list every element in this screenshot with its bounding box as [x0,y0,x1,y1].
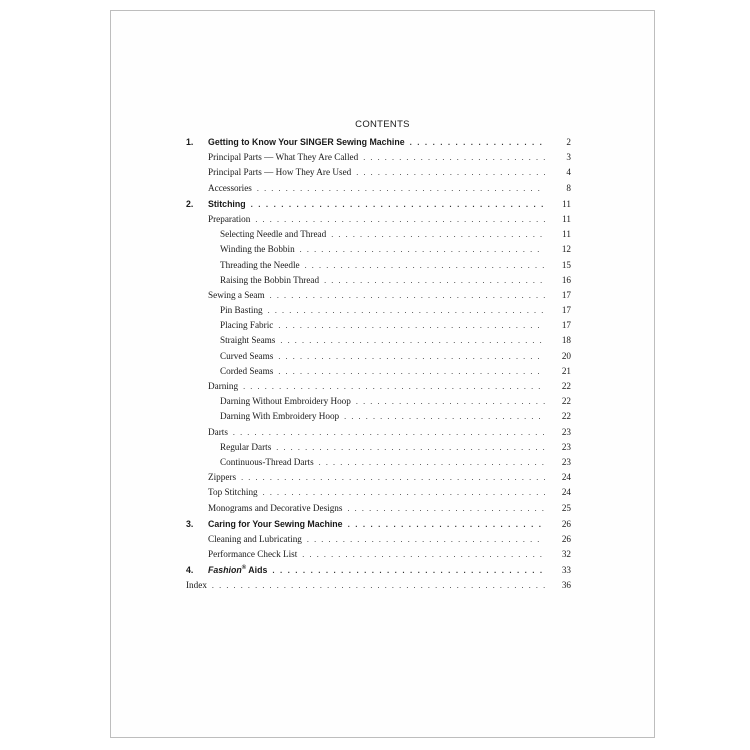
toc-entry-title: Cleaning and Lubricating [208,533,302,544]
toc-entry-title: Monograms and Decorative Designs [208,502,343,513]
toc-entry [186,549,571,564]
toc-entry-title: Placing Fabric [220,320,274,331]
toc-entry [186,275,571,290]
dot-leader [347,504,545,513]
page-number: 8 [566,182,571,193]
page-number: 15 [561,259,571,270]
dot-leader [278,367,545,376]
toc-entry [186,457,571,472]
dot-leader [251,200,545,209]
page-number: 23 [561,441,571,452]
dot-leader [305,261,545,270]
toc-entry-title: 2. Stitching [186,198,246,209]
dot-leader [280,336,545,345]
toc-entry-title: 4. Fashion® Aids [186,565,268,576]
toc-entry [186,167,571,182]
toc-entry-title: Winding the Bobbin [220,244,295,255]
page-number: 17 [561,305,571,316]
toc-entry-title: Darning [208,381,239,391]
page-number: 11 [562,229,571,240]
dot-leader [356,168,545,177]
page-number: 17 [561,289,571,300]
page-number: 22 [561,381,571,391]
toc-entry [186,442,571,457]
toc-entry [186,260,571,275]
toc-entry [186,503,571,518]
dot-leader [243,382,545,391]
dot-leader [255,215,545,224]
toc-entry-title: Darts [208,426,228,437]
page-number: 25 [561,502,571,513]
page-number: 21 [561,365,571,376]
section-number: 1. [186,137,194,147]
page-number: 22 [561,411,571,422]
toc-entry [186,229,571,244]
toc-entry-title: Selecting Needle and Thread [220,229,327,240]
page-number: 26 [561,518,571,529]
toc-entry [186,565,571,580]
table-of-contents [186,137,571,596]
toc-entry-title: Regular Darts [220,441,272,452]
dot-leader [302,550,545,559]
page-number: 2 [566,137,571,147]
dot-leader [307,535,545,544]
dot-leader [319,458,545,467]
page-number: 23 [561,456,571,467]
dot-leader [331,230,545,239]
toc-entry [186,183,571,198]
toc-entry [186,487,571,502]
dot-leader [212,581,545,590]
page-number: 22 [561,396,571,407]
dot-leader [278,352,545,361]
dot-leader [363,153,545,162]
dot-leader [300,245,545,254]
contents-title: CONTENTS [355,119,410,130]
toc-entry-title: Curved Seams [220,350,274,361]
dot-leader [276,443,545,452]
dot-leader [344,412,545,421]
dot-leader [270,291,545,300]
section-number: 4. [186,565,194,576]
dot-leader [272,566,545,575]
page-number: 36 [561,580,571,591]
toc-entry [186,335,571,350]
page-number: 11 [562,213,571,224]
toc-entry-title: Sewing a Seam [208,289,265,300]
toc-entry [186,137,571,152]
toc-entry-title: Pin Basting [220,305,263,316]
toc-entry-title: Preparation [208,213,251,224]
toc-entry-title: Darning Without Embroidery Hoop [220,396,351,407]
toc-entry [186,411,571,426]
page-number: 11 [562,198,571,209]
toc-entry [186,580,571,595]
toc-entry [186,244,571,259]
dot-leader [348,520,545,529]
toc-entry [186,366,571,381]
toc-entry-title: 1. Getting to Know Your SINGER Sewing Machine [186,137,405,147]
toc-entry [186,199,571,214]
toc-entry-title: Darning With Embroidery Hoop [220,411,340,422]
toc-entry-title: Straight Seams [220,335,276,346]
dot-leader [356,397,545,406]
toc-entry [186,534,571,549]
toc-entry-title: Index [186,580,207,591]
page-number: 17 [561,320,571,331]
dot-leader [257,184,545,193]
toc-entry [186,351,571,366]
page-number: 12 [561,244,571,255]
toc-entry [186,519,571,534]
toc-entry [186,290,571,305]
page-number: 4 [566,167,571,178]
toc-entry [186,381,571,396]
dot-leader [263,488,545,497]
toc-entry-title: Raising the Bobbin Thread [220,274,320,285]
page-number: 16 [561,274,571,285]
page-number: 32 [561,549,571,560]
toc-entry-title: Accessories [208,182,252,193]
page-number: 3 [566,152,571,163]
page-number: 24 [561,487,571,498]
toc-entry-title: Threading the Needle [220,259,300,270]
toc-entry-title: Performance Check List [208,549,298,560]
toc-entry-title: Zippers [208,472,237,483]
toc-entry-title: Principal Parts — What They Are Called [208,152,359,163]
toc-entry [186,152,571,167]
section-number: 3. [186,518,194,529]
page-number: 33 [561,565,571,576]
toc-entry-title: Continuous-Thread Darts [220,456,314,467]
toc-entry [186,320,571,335]
toc-entry [186,427,571,442]
toc-entry-title: Principal Parts — How They Are Used [208,167,352,178]
dot-leader [241,473,545,482]
page-number: 23 [561,426,571,437]
toc-entry [186,214,571,229]
dot-leader [410,138,545,147]
page-number: 20 [561,350,571,361]
page-number: 26 [561,533,571,544]
dot-leader [324,276,545,285]
toc-entry-title: 3. Caring for Your Sewing Machine [186,518,343,529]
toc-entry-title: Top Stitching [208,487,258,498]
page-number: 24 [561,472,571,483]
toc-entry-title: Corded Seams [220,365,274,376]
toc-entry [186,305,571,320]
toc-entry [186,472,571,487]
page-number: 18 [561,335,571,346]
dot-leader [233,428,545,437]
dot-leader [268,306,545,315]
dot-leader [278,321,545,330]
toc-entry [186,396,571,411]
section-number: 2. [186,198,194,209]
